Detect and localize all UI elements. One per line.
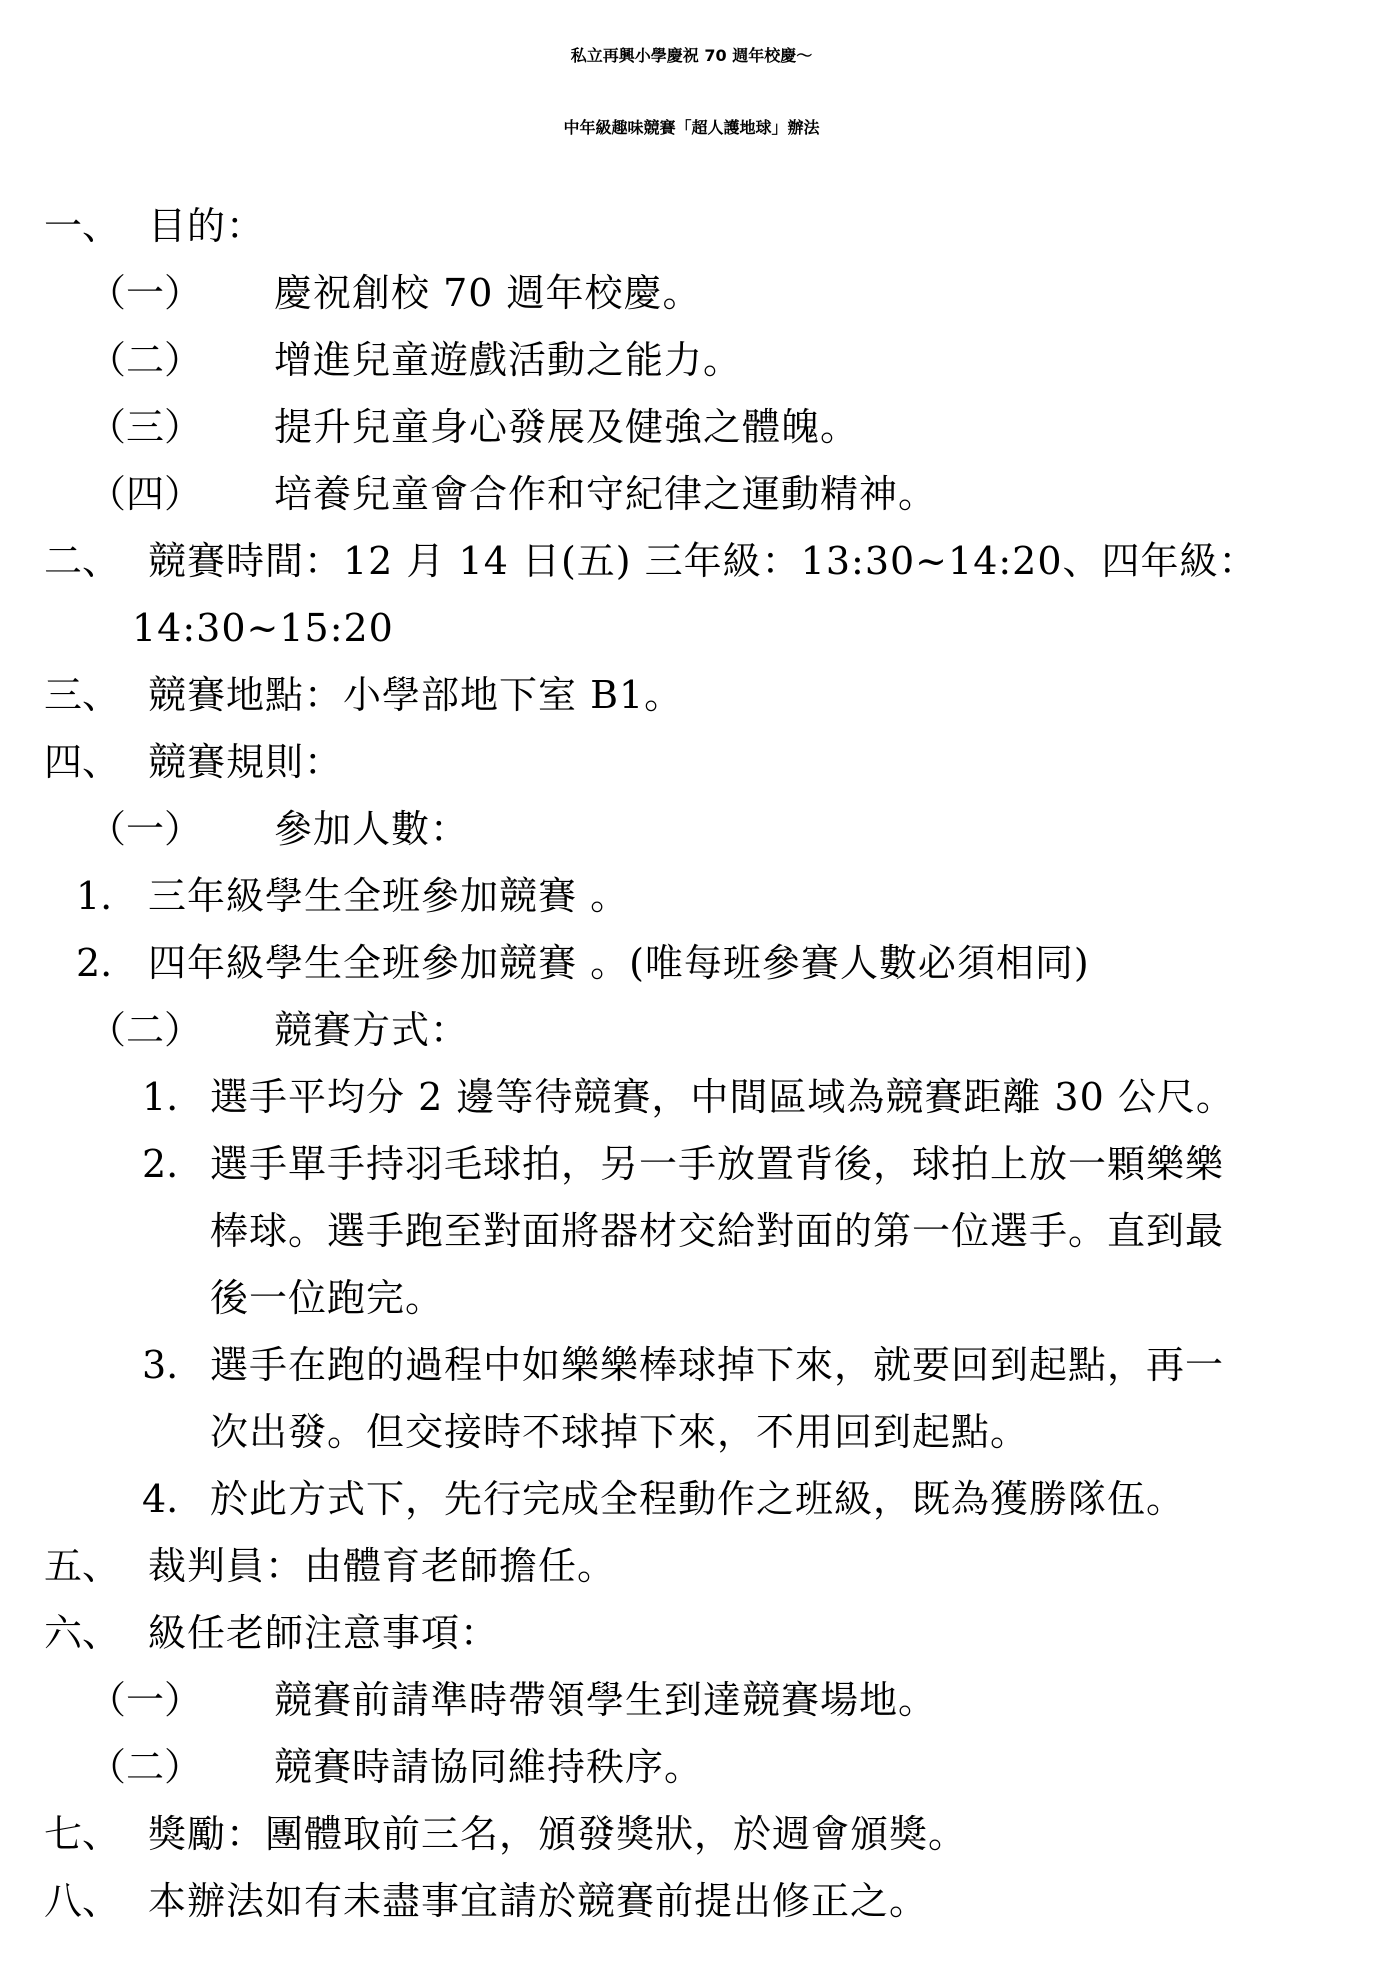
section-1-item-3-marker: （三） — [88, 405, 203, 449]
section-6-item-1-text: 競賽前請準時帶領學生到達競賽場地。 — [274, 1678, 938, 1722]
section-2-marker: 二、 — [44, 539, 121, 583]
section-4-heading: 競賽規則： — [148, 740, 344, 784]
section-4-sub-2-heading: 競賽方式： — [274, 1008, 470, 1052]
section-4-sub-2-marker: （二） — [88, 1008, 203, 1052]
section-4-sub-1-item-1-marker: 1. — [76, 874, 113, 918]
section-4-sub-2-item-3-marker: 3. — [142, 1343, 179, 1387]
section-1-item-3-text: 提升兒童身心發展及健強之體魄。 — [274, 405, 860, 449]
section-4-sub-2-item-1-line-1: 選手平均分 2 邊等待競賽，中間區域為競賽距離 30 公尺。 — [210, 1075, 1235, 1119]
document-title-line-1: 私立再興小學慶祝 70 週年校慶～ — [570, 46, 813, 65]
section-4-sub-2-item-2-marker: 2. — [142, 1142, 179, 1186]
section-6-item-2-marker: （二） — [88, 1745, 203, 1789]
document-title-line-2: 中年級趣味競賽「超人護地球」辦法 — [563, 118, 820, 137]
section-4-sub-1-item-1-text: 三年級學生全班參加競賽 。 — [148, 874, 630, 918]
section-8-text: 本辦法如有未盡事宜請於競賽前提出修正之。 — [148, 1879, 929, 1923]
section-4-sub-2-item-2-line-3: 後一位跑完。 — [210, 1276, 445, 1320]
section-1-item-2-marker: （二） — [88, 338, 203, 382]
section-4-sub-2-item-4-line-1: 於此方式下，先行完成全程動作之班級，既為獲勝隊伍。 — [210, 1477, 1186, 1521]
section-4-sub-2-item-3-line-2: 次出發。但交接時不球掉下來，不用回到起點。 — [210, 1410, 1030, 1454]
section-4-sub-2-item-4-marker: 4. — [142, 1477, 179, 1521]
section-4-sub-1-item-2-marker: 2. — [76, 941, 113, 985]
section-3-marker: 三、 — [44, 673, 121, 717]
section-1-item-4-text: 培養兒童會合作和守紀律之運動精神。 — [274, 472, 938, 516]
section-6-heading: 級任老師注意事項： — [148, 1611, 500, 1655]
section-4-marker: 四、 — [44, 740, 121, 784]
section-1-heading: 目的： — [148, 204, 266, 248]
section-4-sub-1-item-2-text: 四年級學生全班參加競賽 。(唯每班參賽人數必須相同) — [148, 941, 1090, 985]
section-7-text: 獎勵：團體取前三名，頒發獎狀，於週會頒獎。 — [148, 1812, 968, 1856]
section-5-text: 裁判員：由體育老師擔任。 — [148, 1544, 617, 1588]
section-1-item-2-text: 增進兒童遊戲活動之能力。 — [274, 338, 743, 382]
section-4-sub-2-item-1-marker: 1. — [142, 1075, 179, 1119]
section-2-text: 競賽時間：12 月 14 日(五) 三年級：13:30~14:20、四年級： — [148, 539, 1258, 583]
section-8-marker: 八、 — [44, 1879, 121, 1923]
section-6-item-1-marker: （一） — [88, 1678, 203, 1722]
section-7-marker: 七、 — [44, 1812, 121, 1856]
section-4-sub-1-heading: 參加人數： — [274, 807, 470, 851]
section-5-marker: 五、 — [44, 1544, 121, 1588]
section-6-item-2-text: 競賽時請協同維持秩序。 — [274, 1745, 704, 1789]
section-1-item-4-marker: （四） — [88, 472, 203, 516]
section-4-sub-2-item-3-line-1: 選手在跑的過程中如樂樂棒球掉下來，就要回到起點，再一 — [210, 1343, 1225, 1387]
section-4-sub-1-marker: （一） — [88, 807, 203, 851]
section-6-marker: 六、 — [44, 1611, 121, 1655]
section-1-item-1-text: 慶祝創校 70 週年校慶。 — [274, 271, 702, 315]
section-3-text: 競賽地點：小學部地下室 B1。 — [148, 673, 684, 717]
section-2-text-continued: 14:30~15:20 — [132, 606, 394, 650]
section-1-marker: 一、 — [44, 204, 121, 248]
section-4-sub-2-item-2-line-2: 棒球。選手跑至對面將器材交給對面的第一位選手。直到最 — [210, 1209, 1225, 1253]
section-1-item-1-marker: （一） — [88, 271, 203, 315]
section-4-sub-2-item-2-line-1: 選手單手持羽毛球拍，另一手放置背後，球拍上放一顆樂樂 — [210, 1142, 1225, 1186]
